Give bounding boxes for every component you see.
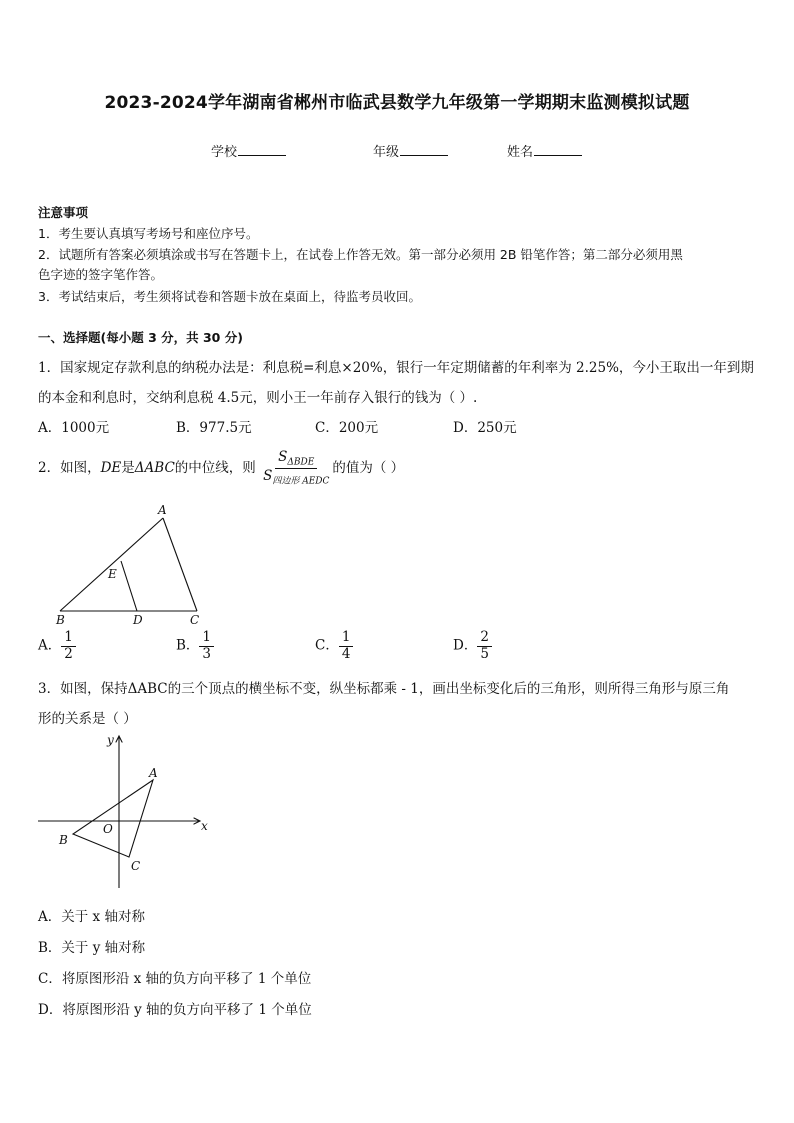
q1-option-d[interactable]: D．250元 [453,420,517,436]
q2-option-a[interactable] [38,630,76,662]
grade-label: 年级 [373,145,400,160]
q2-option-label: D． [453,637,478,654]
q2-option-label: A． [38,637,62,654]
q3-label-b: B [59,833,68,847]
q2-prefix: 2．如图， [38,460,101,477]
q1-option-a[interactable]: A．1000元 [38,420,110,436]
q3-label-a: A [149,766,158,780]
q2-frac-num: S [278,449,288,465]
school-blank[interactable] [238,143,286,156]
q2-option-num: 1 [61,630,76,647]
q3-coordinate-figure [35,730,215,890]
q1-option-b[interactable]: B．977.5元 [176,420,252,436]
q2-option-num: 2 [477,630,492,647]
section-heading: 一、选择题(每小题 3 分，共 30 分) [38,330,243,345]
q2-triangle-figure [45,500,215,630]
q3-option-b[interactable]: B．关于 y 轴对称 [38,940,146,956]
page-title: 2023-2024学年湖南省郴州市临武县数学九年级第一学期期末监测模拟试题 [104,93,690,113]
q2-label-a: A [158,503,167,517]
grade-field[interactable] [373,141,448,160]
q3-option-a[interactable]: A．关于 x 轴对称 [38,909,145,925]
name-label: 姓名 [507,145,534,160]
q2-option-num: 1 [339,630,354,647]
q2-option-den: 5 [480,645,489,662]
q2-option-label: C． [315,637,339,654]
q2-text: 是 [121,460,135,477]
q2-option-label: B． [176,637,200,654]
q3-text-line1: 3．如图，保持ΔABC的三个顶点的横坐标不变，纵坐标都乘 - 1，画出坐标变化后的三角形，则所得三角形与原三角 [38,681,730,697]
q3-option-d[interactable]: D．将原图形沿 y 轴的负方向平移了 1 个单位 [38,1002,312,1018]
q1-text-line2: 的本金和利息时，交纳利息税 4.5元，则小王一年前存入银行的钱为（ ）. [38,390,478,406]
q3-label-c: C [131,859,141,873]
q3-axis-y-label: y [107,733,114,747]
q2-option-num: 1 [199,630,214,647]
note-item: 2．试题所有答案必须填涂或书写在答题卡上，在试卷上作答无效。第一部分必须用 2B 铅笔作答；第二部分必须用黑 [38,247,683,262]
q3-option-c[interactable]: C．将原图形沿 x 轴的负方向平移了 1 个单位 [38,971,312,987]
q2-option-den: 4 [341,645,351,662]
q2-stem [38,450,404,487]
q2-frac-den-sub: 四边形 AEDC [272,476,330,487]
q2-label-e: E [108,567,117,581]
q1-option-c[interactable]: C．200元 [315,420,379,436]
school-field[interactable] [211,141,286,160]
q2-label-b: B [56,613,65,627]
note-item: 3．考试结束后，考生须将试卷和答题卡放在桌面上，待监考员收回。 [38,289,421,304]
grade-blank[interactable] [400,143,448,156]
q1-text-line1: 1．国家规定存款利息的纳税办法是：利息税=利息×20%，银行一年定期储蓄的年利率为 2.25%，今小王取出一年到期 [38,360,754,376]
q2-triangle-abc: ΔABC [134,460,175,477]
q2-frac-num-sub: ΔBDE [287,457,315,468]
q2-frac-den: S [263,468,273,485]
q2-label-d: D [133,613,143,627]
q2-label-c: C [190,613,200,627]
q2-option-c[interactable] [315,630,353,662]
name-blank[interactable] [534,143,582,156]
q3-origin-label: O [103,822,113,836]
q2-option-den: 3 [202,645,212,662]
note-item: 1．考生要认真填写考场号和座位序号。 [38,226,259,241]
q2-option-d[interactable] [453,630,492,662]
q2-option-b[interactable] [176,630,214,662]
q2-option-den: 2 [64,645,73,662]
school-label: 学校 [211,145,238,160]
name-field[interactable] [507,141,582,160]
q2-area-fraction [260,450,332,487]
q2-segment-de: DE [100,460,122,477]
q3-text-line2: 形的关系是（ ） [38,711,137,727]
q3-axis-x-label: x [201,819,208,833]
q2-text: 的中位线，则 [174,460,256,477]
note-item: 色字迹的签字笔作答。 [38,267,164,282]
q2-suffix: 的值为（ ） [332,460,405,477]
notes-heading: 注意事项 [38,205,89,220]
